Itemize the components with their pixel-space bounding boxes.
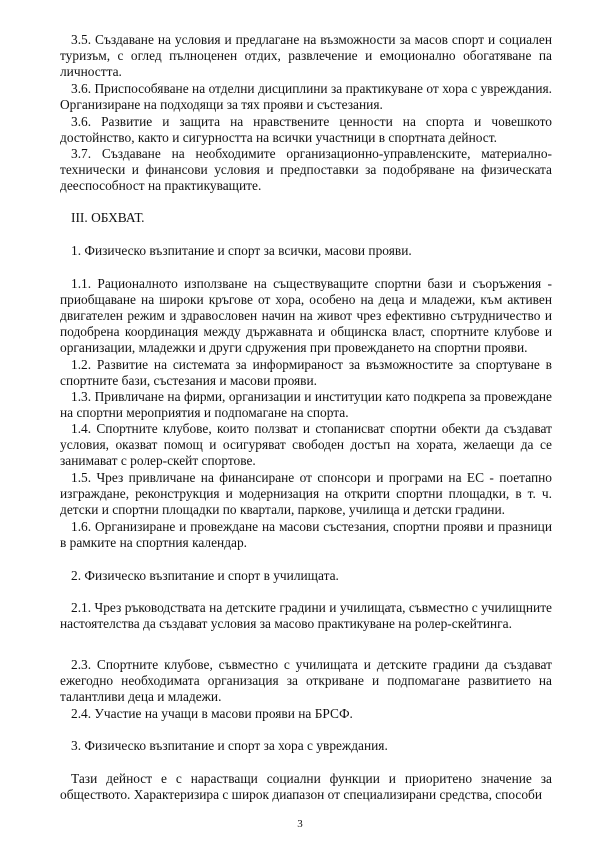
paragraph-1-5: 1.5. Чрез привличане на финансиране от спонсори и програми на ЕС - поетапно изграждане, реконструкция и модернизация на открити спортни площадки, в т. ч. детски и спортни площадки по квартали, паркове, училища и детски градини.: [60, 470, 552, 518]
paragraph-1-2: 1.2. Развитие на системата за информираност за възможностите за спортуване в спортните бази, състезания и масови прояви.: [60, 357, 552, 389]
paragraph-3-7: 3.7. Създаване на необходимите организационно-управленските, материално-технически и финансови условия и предпоставки за подобряване на физическата дееспособност на практикуващите.: [60, 146, 552, 194]
paragraph-3-6: 3.6. Приспособяване на отделни дисциплини за практикуване от хора с увреждания. Организиране на подходящи за тях прояви и състезания.: [60, 81, 552, 113]
page-number: 3: [297, 818, 303, 830]
paragraph-2-3: 2.3. Спортните клубове, съвместно с училищата и детските градини да създават ежегодно необходимата организация за откриване и подпомагане развитието на талантливи деца и младежи.: [60, 657, 552, 705]
section-heading-scope: III. ОБХВАТ.: [71, 210, 145, 225]
paragraph-2-1: 2.1. Чрез ръководствата на детските градини и училищата, съвместно с училищните настоятелства да създават условия за масово практикуване на ролер-скейтинга.: [60, 600, 552, 632]
paragraph-3-intro: Тази дейност е с нарастващи социални функции и приоритено значение за обществото. Характеризира с широк диапазон от специализирани средства, способи: [60, 771, 552, 803]
paragraph-2-4: 2.4. Участие на учащи в масови прояви на БРСФ.: [71, 706, 353, 721]
paragraph-1-1: 1.1. Рационалното използване на съществуващите спортни бази и съоръжения - приобщаване на широки кръгове от хора, особено на деца и младежи, към активен двигателен режим и здравословен начин на живот чрез ефективно сътрудничество и подобрена координация между държавната и общинска власт, спортните клубове и организации, младежки и други сдружения при провеждането на спортни прояви.: [60, 276, 552, 356]
paragraph-3-6b: 3.6. Развитие и защита на нравствените ценности на спорта и човешкото достойнство, както и сигурността на всички участници в спортната дейност.: [60, 114, 552, 146]
subheading-1: 1. Физическо възпитание и спорт за всички, масови прояви.: [71, 243, 412, 258]
paragraph-1-6: 1.6. Организиране и провеждане на масови състезания, спортни прояви и празници в рамките на спортния календар.: [60, 519, 552, 551]
paragraph-1-3: 1.3. Привличане на фирми, организации и институции като подкрепа за провеждане на спортни мероприятия и подпомагане на спорта.: [60, 389, 552, 421]
subheading-3: 3. Физическо възпитание и спорт за хора с увреждания.: [71, 738, 388, 753]
paragraph-3-5: 3.5. Създаване на условия и предлагане на възможности за масов спорт и социален туризъм, с оглед пълноценен отдих, развлечение и емоционално обогатяване па личността.: [60, 32, 552, 80]
subheading-2: 2. Физическо възпитание и спорт в училищата.: [71, 568, 339, 583]
paragraph-1-4: 1.4. Спортните клубове, които ползват и стопанисват спортни обекти да създават условия, оказват помощ и осигуряват свободен достъп на хората, желаещи да се занимават с ролер-скейт спортове.: [60, 421, 552, 469]
